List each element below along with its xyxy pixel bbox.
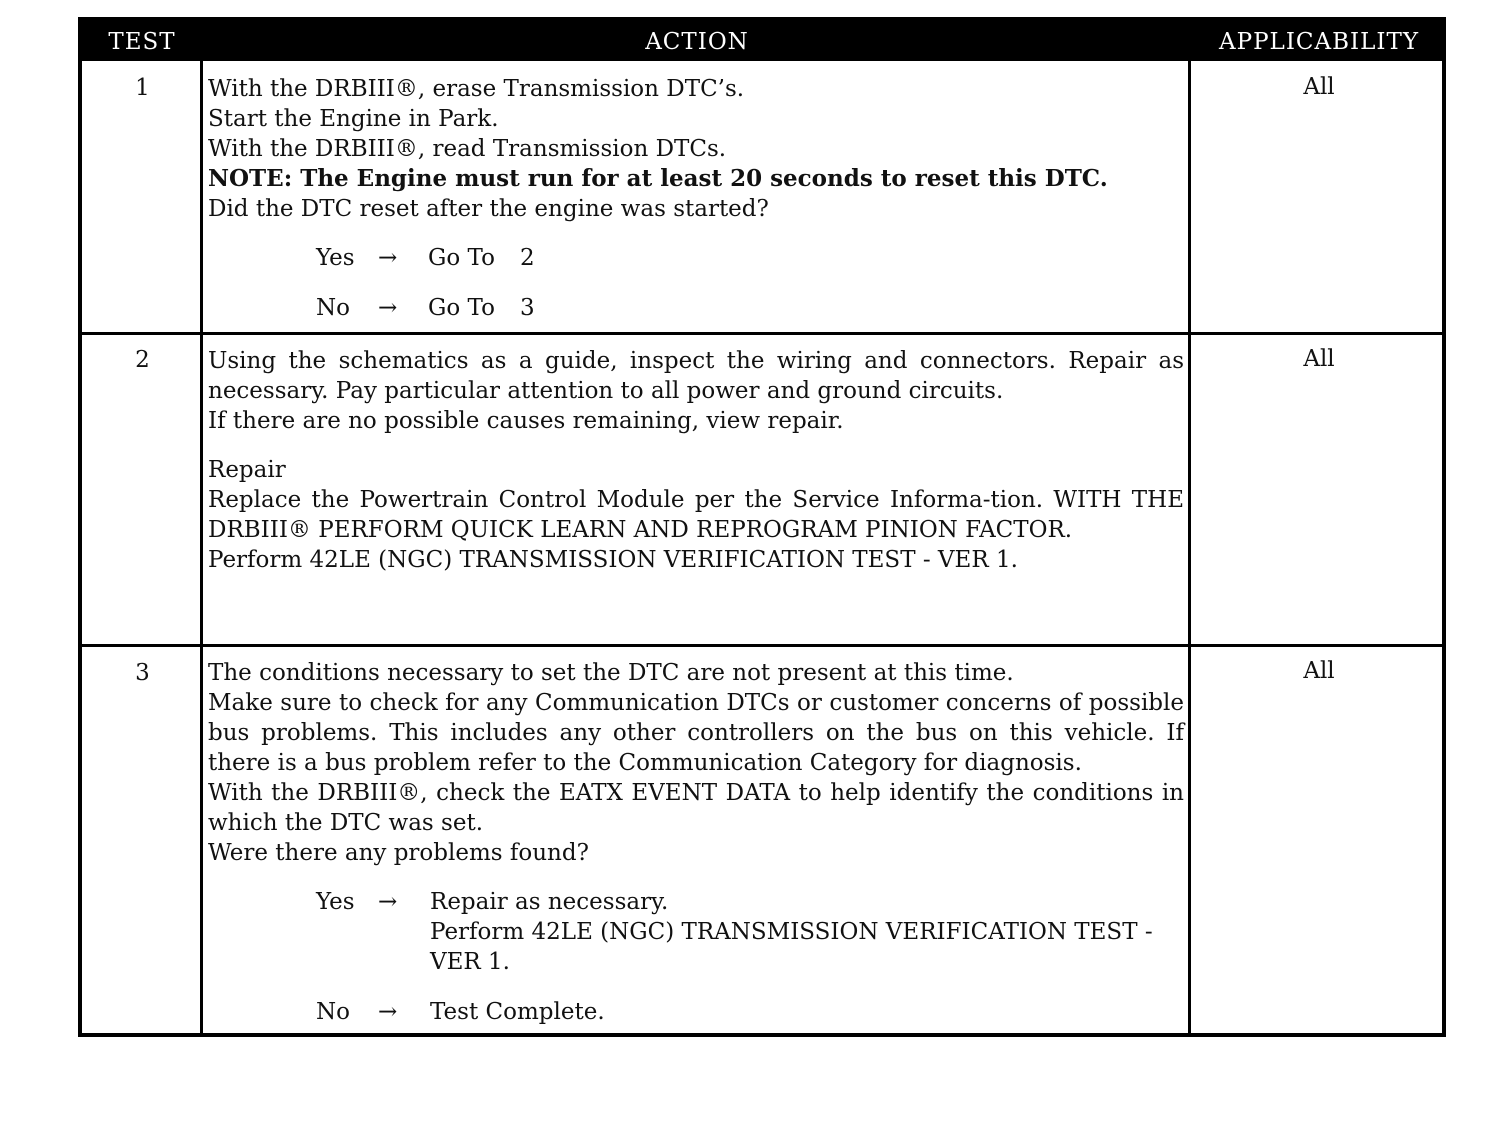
goto-label: Go To <box>428 295 495 321</box>
action-cell <box>208 74 1184 323</box>
question-line: Were there any problems found? <box>208 840 589 866</box>
goto-target: 3 <box>520 295 535 321</box>
repair-verify: Perform 42LE (NGC) TRANSMISSION VERIFICATION TEST - VER 1. <box>208 547 1018 573</box>
arrow-icon: → <box>378 245 398 271</box>
diagnostic-table <box>78 17 1446 1037</box>
action-line: Start the Engine in Park. <box>208 106 499 132</box>
applicability-cell: All <box>1303 74 1335 100</box>
arrow-icon: → <box>378 889 398 915</box>
no-label: No <box>316 999 350 1025</box>
action-paragraph: With the DRBIII®, check the EATX EVENT DATA to help identify the conditions in which the DTC was set. <box>208 780 1184 836</box>
action-line: With the DRBIII®, erase Transmission DTC’s. <box>208 76 745 102</box>
applicability-cell: All <box>1303 346 1335 372</box>
table-row <box>82 647 1442 1037</box>
repair-text: Replace the Powertrain Control Module per the Service Informa-tion. WITH THE DRBIII® PERFORM QUICK LEARN AND REPROGRAM PINION FACTOR. <box>208 487 1184 543</box>
goto-label: Go To <box>428 245 495 271</box>
header-test: TEST <box>108 29 176 55</box>
yes-result <box>430 887 1184 977</box>
action-cell <box>208 346 1184 575</box>
yes-text: Repair as necessary. <box>430 889 669 915</box>
no-branch <box>208 293 1184 323</box>
yes-verify: Perform 42LE (NGC) TRANSMISSION VERIFICATION TEST - VER 1. <box>430 919 1153 975</box>
table-header <box>82 21 1442 61</box>
no-label: No <box>316 295 350 321</box>
yes-label: Yes <box>316 245 355 271</box>
repair-label: Repair <box>208 457 286 483</box>
action-line: The conditions necessary to set the DTC are not present at this time. <box>208 660 1014 686</box>
goto-target: 2 <box>520 245 535 271</box>
arrow-icon: → <box>378 295 398 321</box>
test-number: 2 <box>135 347 150 373</box>
action-paragraph: Make sure to check for any Communication DTCs or customer concerns of possible bus problems. This includes any other controllers on the bus on this vehicle. If there is a bus problem refer to the Communication Category for diagnosis. <box>208 690 1184 776</box>
table-row <box>82 61 1442 332</box>
header-applicability: APPLICABILITY <box>1219 29 1419 55</box>
table-row <box>82 335 1442 644</box>
arrow-icon: → <box>378 999 398 1025</box>
action-line: If there are no possible causes remaining, view repair. <box>208 408 844 434</box>
yes-branch <box>208 887 1184 977</box>
action-cell <box>208 658 1184 1027</box>
applicability-cell: All <box>1303 658 1335 684</box>
no-text: Test Complete. <box>430 999 605 1025</box>
question-line: Did the DTC reset after the engine was started? <box>208 196 769 222</box>
test-number: 3 <box>135 660 150 686</box>
header-action: ACTION <box>645 29 749 55</box>
yes-label: Yes <box>316 889 355 915</box>
no-result <box>430 997 1184 1027</box>
note-line: NOTE: The Engine must run for at least 20 seconds to reset this DTC. <box>208 165 1108 192</box>
action-paragraph: Using the schematics as a guide, inspect the wiring and connectors. Repair as necessary. Pay particular attention to all power and ground circuits. <box>208 348 1184 404</box>
action-line: With the DRBIII®, read Transmission DTCs. <box>208 136 727 162</box>
no-branch <box>208 997 1184 1027</box>
test-number: 1 <box>135 75 150 101</box>
yes-branch <box>208 243 1184 273</box>
